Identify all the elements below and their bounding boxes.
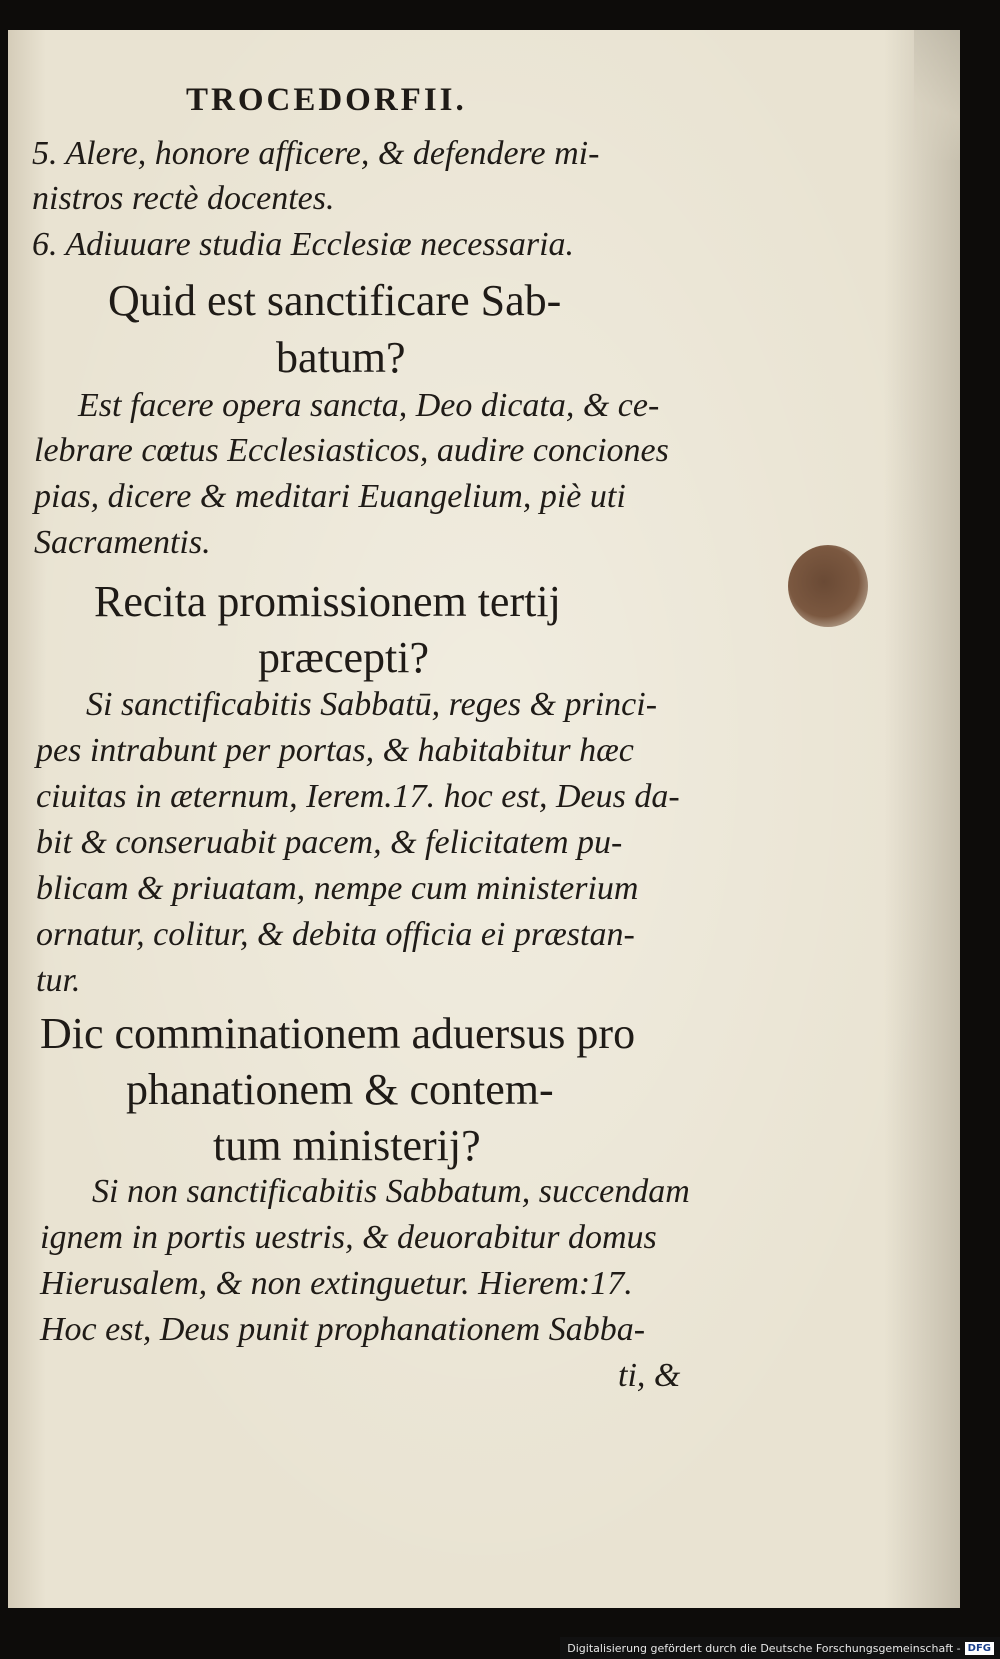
catchword: ti, & (618, 1357, 681, 1394)
answer-line: lebrare cœtus Ecclesiasticos, audire conciones (34, 432, 669, 469)
answer-line: ornatur, colitur, & debita officia ei præstan- (36, 916, 635, 953)
answer-line: ciuitas in æternum, Ierem.17. hoc est, Deus da- (36, 778, 680, 815)
book-page (8, 30, 960, 1608)
answer-line: bit & conseruabit pacem, & felicitatem pu- (36, 824, 623, 861)
question-heading: tum ministerij? (213, 1121, 481, 1170)
answer-line: Hoc est, Deus punit prophanationem Sabba- (40, 1311, 646, 1348)
digitization-credit (560, 1637, 1000, 1659)
question-heading: præcepti? (258, 633, 430, 682)
page-fold-shadow (914, 30, 960, 160)
text-line: 6. Adiuuare studia Ecclesiæ necessaria. (32, 226, 575, 263)
answer-line: Hierusalem, & non extinguetur. Hierem:17. (40, 1265, 633, 1302)
answer-line: pias, dicere & meditari Euangelium, piè uti (34, 478, 626, 515)
credit-text: Digitalisierung gefördert durch die Deutsche Forschungsgemeinschaft - (567, 1641, 961, 1655)
question-heading: batum? (276, 333, 406, 382)
ink-stain (788, 545, 868, 627)
question-heading: phanationem & contem- (126, 1065, 554, 1114)
answer-line: Est facere opera sancta, Deo dicata, & ce- (78, 387, 660, 424)
question-heading: Recita promissionem tertij (94, 577, 561, 626)
answer-line: ignem in portis uestris, & deuorabitur domus (40, 1219, 657, 1256)
answer-line: tur. (36, 962, 81, 999)
running-header: TROCEDORFII. (186, 82, 467, 118)
answer-line: Si sanctificabitis Sabbatū, reges & princi- (86, 686, 658, 723)
question-heading: Dic comminationem aduersus pro (40, 1009, 636, 1058)
answer-line: pes intrabunt per portas, & habitabitur hæc (36, 732, 634, 769)
text-line: nistros rectè docentes. (32, 180, 335, 217)
dfg-logo-icon: DFG (965, 1642, 994, 1655)
answer-line: Sacramentis. (34, 524, 211, 561)
answer-line: blicam & priuatam, nempe cum ministerium (36, 870, 639, 907)
question-heading: Quid est sanctificare Sab- (108, 276, 562, 325)
answer-line: Si non sanctificabitis Sabbatum, succendam (92, 1173, 690, 1210)
text-line: 5. Alere, honore afficere, & defendere mi- (32, 135, 600, 172)
